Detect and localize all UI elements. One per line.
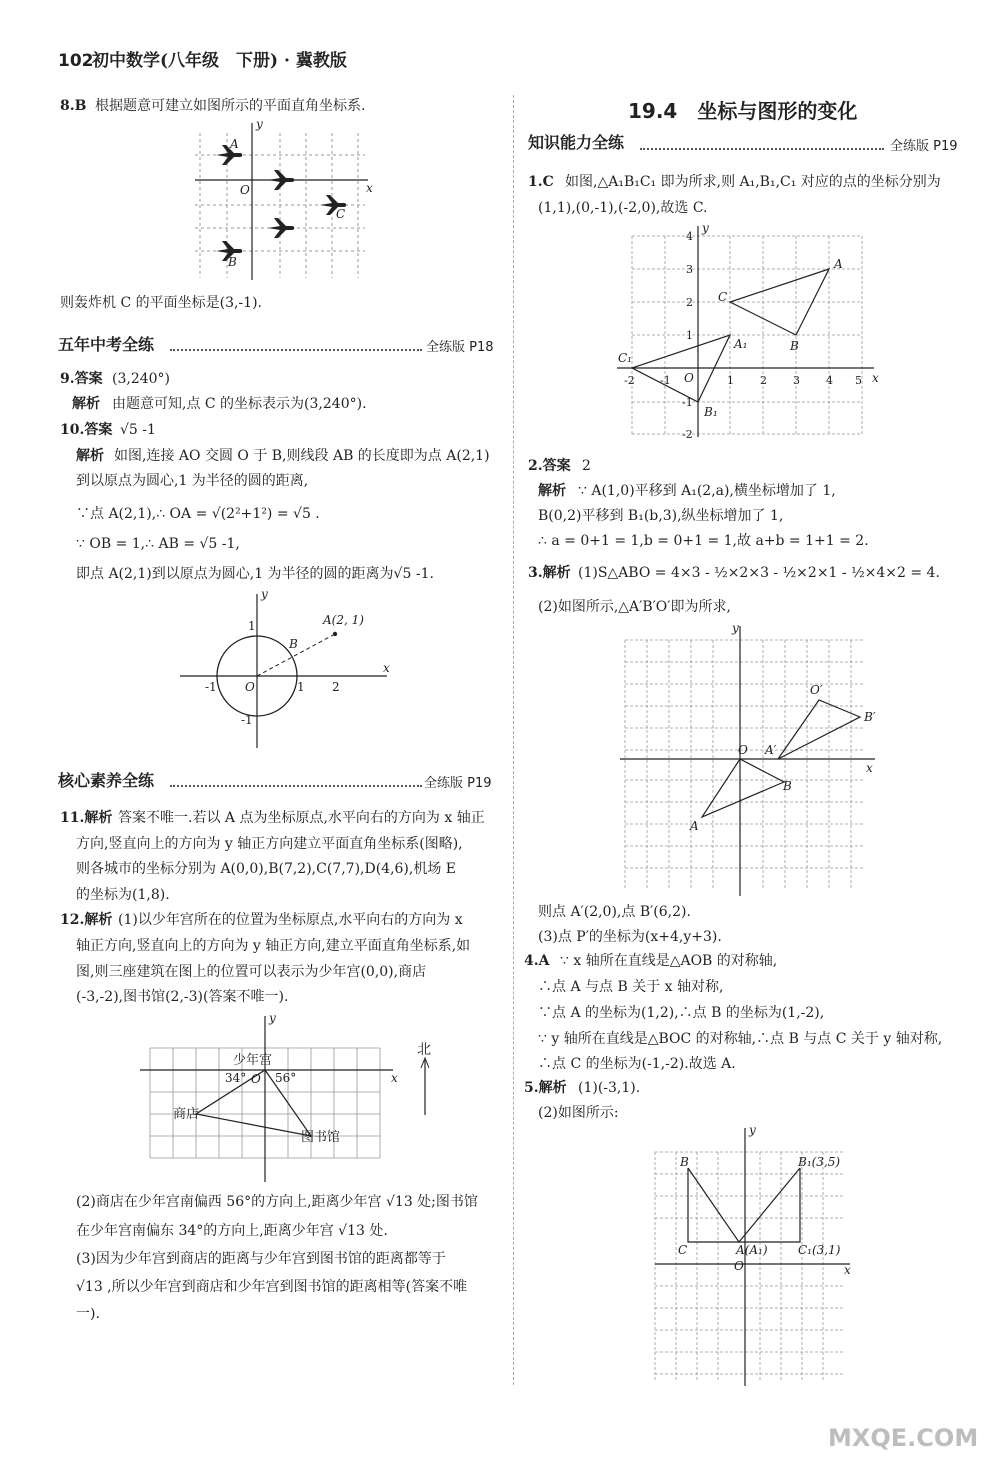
section-core-title: 核心素养全练	[58, 771, 155, 790]
q3-o2-label: O′	[810, 683, 823, 697]
q9-answer: (3,240°)	[112, 371, 171, 387]
q10-a-label: A(2, 1)	[323, 613, 364, 627]
q10-tick-x-neg1: -1	[205, 680, 217, 694]
q5-y-label: y	[749, 1123, 756, 1137]
q11-line: 的坐标为(1,8).	[76, 887, 170, 903]
q10-line: ∵ OB = 1,∴ AB = √5 -1,	[76, 536, 240, 552]
q5-b1-label: B₁(3,5)	[798, 1155, 841, 1169]
q3-line: 则点 A′(2,0),点 B′(6,2).	[538, 904, 691, 920]
q4-line: ∴点 C 的坐标为(-1,-2).故选 A.	[538, 1056, 736, 1072]
q9-analysis: 由题意可知,点 C 的坐标表示为(3,240°).	[112, 396, 367, 412]
q4-line: ∴点 A 与点 B 关于 x 轴对称,	[538, 979, 724, 995]
q2-line: ∵ A(1,0)平移到 A₁(2,a),横坐标增加了 1,	[578, 483, 836, 499]
q1-label: 1.C	[528, 174, 554, 190]
q5-grid	[655, 1152, 845, 1382]
q12-line2: 在少年宫南偏东 34°的方向上,距离少年宫 √13 处.	[76, 1223, 388, 1239]
q10-x-label: x	[383, 661, 390, 675]
q10-line: 如图,连接 AO 交圆 O 于 B,则线段 AB 的长度即为点 A(2,1)	[114, 448, 490, 464]
q3-grid	[625, 640, 865, 890]
q1-c-label: C	[718, 290, 728, 304]
q1-xtick: 1	[727, 374, 734, 387]
q1-xtick: 5	[855, 374, 862, 387]
q12-line2: √13 ,所以少年宫到商店和少年宫到图书馆的距离相等(答案不唯	[76, 1279, 468, 1295]
q1-y-label: y	[702, 221, 709, 235]
q10-line: 即点 A(2,1)到以原点为圆心,1 为半径的圆的距离为√5 -1.	[76, 566, 434, 582]
book-title: 初中数学(八年级 下册) · 冀教版	[92, 51, 347, 71]
q3-label: 3.解析	[528, 565, 571, 581]
q12-x-label: x	[391, 1071, 398, 1085]
q9-label: 9.答案	[60, 371, 103, 387]
section-knowledge-ref: 全练版 P19	[890, 139, 958, 154]
q10-tick-neg1: -1	[241, 713, 253, 727]
q10-label: 10.答案	[60, 422, 113, 438]
q10-line: 到以原点为圆心,1 为半径的圆的距离,	[76, 473, 309, 489]
q3-a-label: A	[690, 819, 699, 833]
q2-answer: 2	[582, 458, 591, 474]
section-five-year-dots	[170, 349, 422, 351]
q12-library-label: 图书馆	[301, 1130, 341, 1145]
q12-line: (-3,-2),图书馆(2,-3)(答案不唯一).	[76, 989, 289, 1005]
q1-xtick: -2	[624, 374, 635, 387]
q8-x-label: x	[366, 181, 373, 195]
q1-xtick: 4	[826, 374, 833, 387]
watermark: MXQE.COM	[828, 1424, 979, 1452]
q10-figure	[175, 588, 395, 753]
q1-ytick: 2	[686, 296, 693, 309]
q11-line: 则各城市的坐标分别为 A(0,0),B(7,2),C(7,7),D(4,6),机场 E	[76, 861, 457, 877]
q4-line: ∵点 A 的坐标为(1,2),∴点 B 的坐标为(1,-2),	[538, 1005, 825, 1021]
column-divider	[513, 95, 514, 1385]
q3-o-label: O	[738, 743, 748, 757]
q1-b-label: B	[790, 339, 799, 353]
section-core-ref: 全练版 P19	[424, 776, 492, 791]
q2-line: ∴ a = 0+1 = 1,b = 0+1 = 1,故 a+b = 1+1 = 2.	[538, 533, 869, 549]
section-five-year-ref: 全练版 P18	[426, 340, 494, 355]
q10-point-a	[333, 632, 337, 636]
section-knowledge-dots	[640, 148, 884, 150]
page-number: 102	[58, 51, 94, 71]
q3-b2-label: B′	[864, 710, 876, 724]
q12-line2: 一).	[76, 1306, 100, 1322]
q8-c-label: C	[336, 207, 346, 221]
q1-ytick: -2	[682, 428, 693, 441]
section-five-year-title: 五年中考全练	[58, 335, 155, 354]
q5-c1-label: C₁(3,1)	[798, 1243, 841, 1257]
q12-y-label: y	[269, 1011, 276, 1025]
q5-line1: (1)(-3,1).	[578, 1080, 641, 1096]
airplane-icon	[216, 145, 346, 261]
q5-triangle-right	[739, 1168, 800, 1242]
q12-north-label: 北	[417, 1042, 431, 1058]
q1-line: (1,1),(0,-1),(-2,0),故选 C.	[538, 200, 708, 216]
q8-figure	[190, 118, 380, 288]
q1-line: 如图,△A₁B₁C₁ 即为所求,则 A₁,B₁,C₁ 对应的点的坐标分别为	[565, 174, 941, 190]
q8-text: 根据题意可建立如图所示的平面直角坐标系.	[95, 98, 366, 114]
q12-line: 轴正方向,竖直向上的方向为 y 轴正方向,建立平面直角坐标系,如	[76, 938, 471, 954]
q2-label: 2.答案	[528, 458, 571, 474]
q3-a2-label: A′	[765, 743, 777, 757]
q1-xtick: -1	[660, 374, 671, 387]
q1-ytick: 1	[686, 329, 693, 342]
q10-analysis-label: 解析	[76, 448, 104, 464]
q1-ytick: 4	[686, 230, 693, 243]
q4-line: ∵ y 轴所在直线是△BOC 的对称轴,∴点 B 与点 C 关于 y 轴对称,	[538, 1031, 943, 1047]
q3-line2: (2)如图所示,△A′B′O′即为所求,	[538, 599, 731, 615]
q10-line: ∵点 A(2,1),∴ OA = √(2²+1²) = √5 .	[76, 506, 320, 522]
q1-ytick: 3	[686, 263, 693, 276]
q12-o-label: O	[251, 1072, 261, 1086]
q8-b-label: B	[228, 255, 237, 269]
q10-tick-x1: 1	[297, 680, 305, 694]
q5-triangle-left	[688, 1168, 739, 1242]
q10-tick-x2: 2	[332, 680, 340, 694]
q1-x-label: x	[872, 371, 879, 385]
q3-b-label: B	[783, 779, 792, 793]
q11-line: 方向,竖直向上的方向为 y 轴正方向建立平面直角坐标系(图略),	[76, 836, 463, 852]
q10-answer: √5 -1	[120, 422, 156, 438]
q8-o-label: O	[240, 183, 250, 197]
q12-youth-label: 少年宫	[233, 1053, 273, 1068]
q8-y-label: y	[256, 117, 263, 131]
q5-line2: (2)如图所示:	[538, 1105, 619, 1121]
q12-shop-label: 商店	[173, 1107, 200, 1122]
section-core-dots	[170, 785, 422, 787]
q1-xtick: 2	[760, 374, 767, 387]
q5-figure	[650, 1124, 860, 1390]
q9-analysis-label: 解析	[72, 396, 100, 412]
q1-a-label: A	[834, 257, 843, 271]
q5-label: 5.解析	[524, 1080, 567, 1096]
q5-b-label: B	[680, 1155, 689, 1169]
q1-ytick: -1	[682, 396, 693, 409]
q3-figure	[620, 622, 885, 900]
q10-o-label: O	[245, 680, 255, 694]
q4-line: ∵ x 轴所在直线是△AOB 的对称轴,	[560, 953, 778, 969]
q4-label: 4.A	[524, 953, 550, 969]
q10-tick-1: 1	[248, 619, 256, 633]
q1-figure	[612, 222, 892, 442]
q3-x-label: x	[866, 761, 873, 775]
q12-label: 12.解析	[60, 912, 113, 928]
q1-a1-label: A₁	[734, 337, 748, 351]
q5-a-label: A(A₁)	[736, 1243, 768, 1257]
q8-a-label: A	[230, 137, 239, 151]
q12-figure	[135, 1010, 445, 1185]
q3-line: (3)点 P′的坐标为(x+4,y+3).	[538, 929, 722, 945]
q12-angle-34: 34°	[225, 1071, 247, 1085]
q3-triangle-abo	[702, 759, 784, 817]
q5-o-label: O	[734, 1259, 744, 1273]
q8-label: 8.B	[60, 98, 87, 114]
q1-grid	[632, 236, 862, 434]
q12-line: 图,则三座建筑在图上的位置可以表示为少年宫(0,0),商店	[76, 964, 427, 980]
q2-analysis-label: 解析	[538, 483, 566, 499]
q11-label: 11.解析	[60, 810, 113, 826]
section-title: 19.4 坐标与图形的变化	[628, 99, 858, 123]
q10-b-label: B	[289, 637, 298, 651]
q12-line2: (3)因为少年宫到商店的距离与少年宫到图书馆的距离都等于	[76, 1251, 446, 1267]
q1-xtick: 3	[793, 374, 800, 387]
q10-y-label: y	[261, 587, 268, 601]
q12-line: (1)以少年宫所在的位置为坐标原点,水平向右的方向为 x	[118, 912, 463, 928]
q3-line1: (1)S△ABO = 4×3 - ½×2×3 - ½×2×1 - ½×4×2 = 4.	[578, 565, 940, 581]
q5-x-label: x	[844, 1263, 851, 1277]
q1-o-label: O	[684, 371, 694, 385]
q12-line2: (2)商店在少年宫南偏西 56°的方向上,距离少年宫 √13 处;图书馆	[76, 1194, 478, 1210]
q11-line: 答案不唯一.若以 A 点为坐标原点,水平向右的方向为 x 轴正	[118, 810, 485, 826]
q5-c-label: C	[678, 1243, 688, 1257]
q12-angle-56: 56°	[275, 1071, 297, 1085]
q1-c1-label: C₁	[618, 351, 632, 365]
section-knowledge-title: 知识能力全练	[528, 133, 625, 152]
q2-line: B(0,2)平移到 B₁(b,3),纵坐标增加了 1,	[538, 508, 784, 524]
q8-conclusion: 则轰炸机 C 的平面坐标是(3,-1).	[60, 295, 262, 311]
q3-y-label: y	[732, 621, 739, 635]
q1-b1-label: B₁	[704, 405, 718, 419]
